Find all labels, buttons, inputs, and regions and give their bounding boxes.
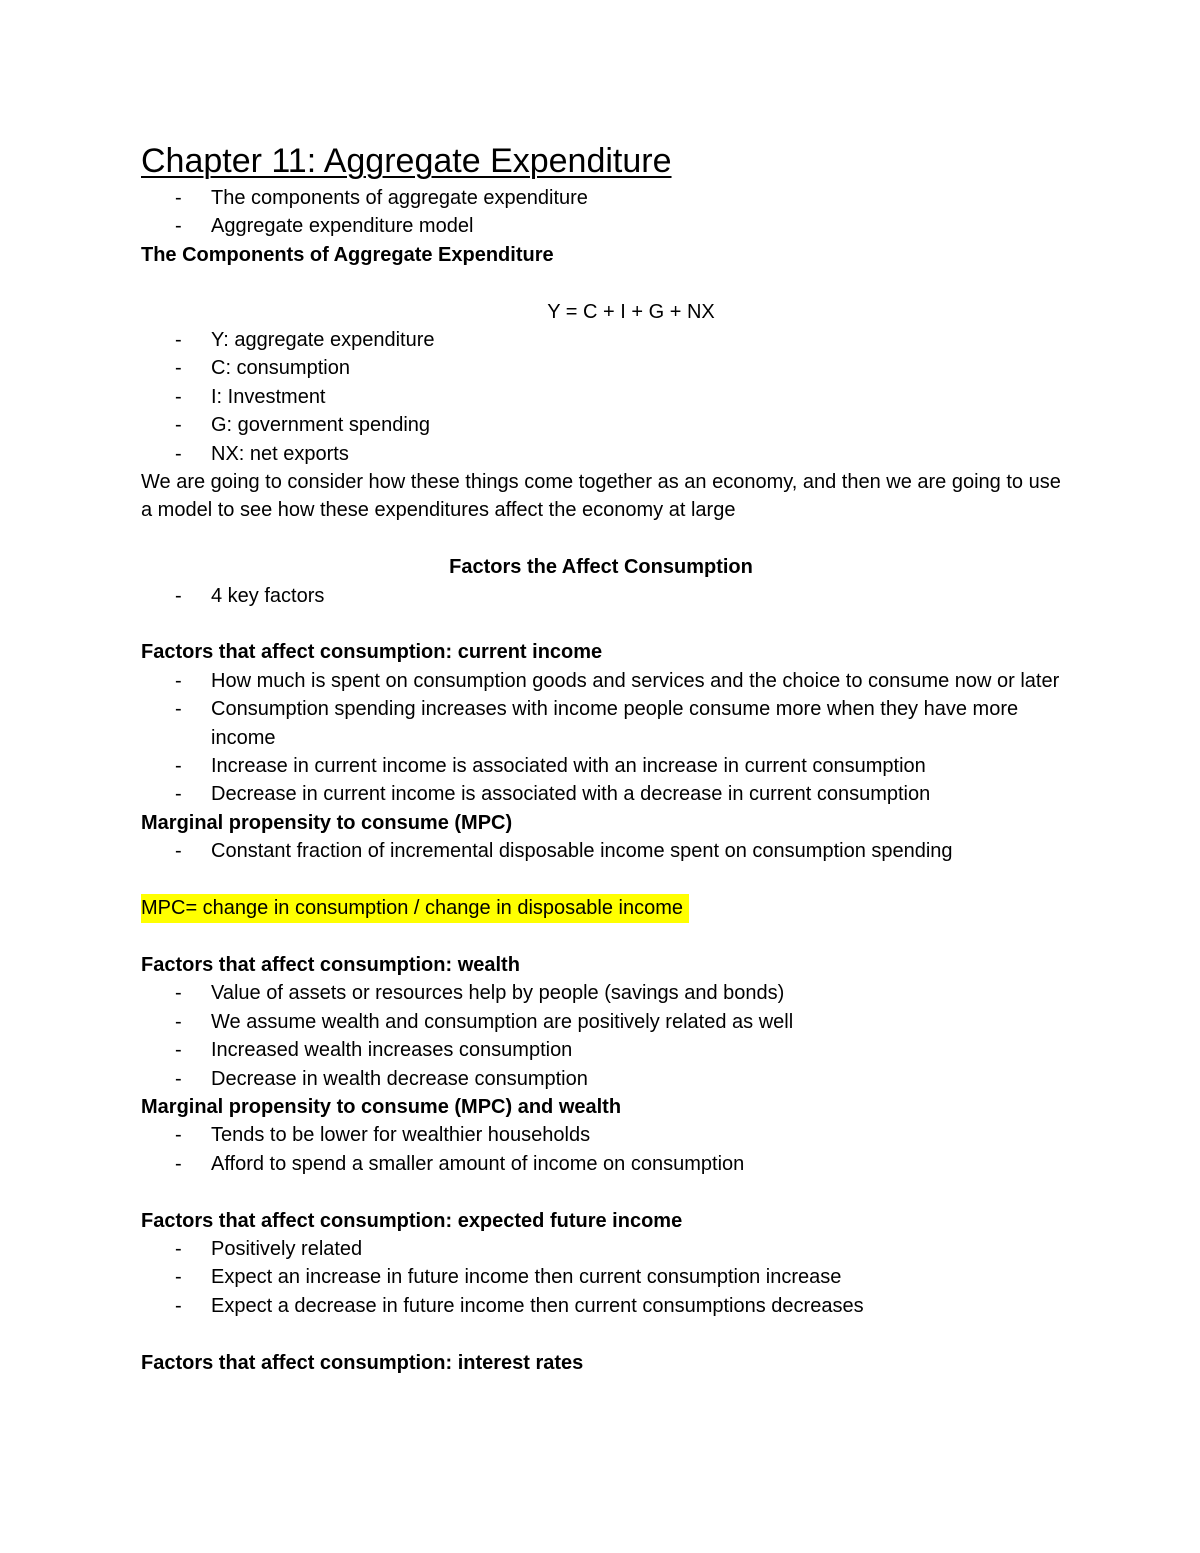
list-item: - Increased wealth increases consumption — [175, 1039, 573, 1062]
list-item: - Decrease in wealth decrease consumption — [175, 1067, 588, 1090]
list-item: - Consumption spending increases with income people consume more when they have more income — [175, 698, 1019, 749]
list-item: - Constant fraction of incremental disposable income spent on consumption spending — [175, 840, 953, 863]
components-formula: Y = C + I + G + NX — [547, 300, 715, 323]
list-item: - Aggregate expenditure model — [175, 215, 474, 238]
components-heading: The Components of Aggregate Expenditure — [141, 243, 554, 266]
wealth-heading: Factors that affect consumption: wealth — [141, 953, 520, 976]
current-income-list — [141, 667, 1061, 809]
mpc-formula-line — [141, 894, 1061, 922]
components-list — [141, 326, 1061, 468]
mpc-formula-highlight: MPC= change in consumption / change in disposable income — [141, 894, 689, 922]
list-item: - Tends to be lower for wealthier households — [175, 1124, 591, 1147]
list-item: - Positively related — [175, 1237, 363, 1260]
list-item: - Increase in current income is associated with an increase in current consumption — [175, 755, 926, 778]
mpc-heading: Marginal propensity to consume (MPC) — [141, 811, 513, 834]
current-income-heading: Factors that affect consumption: current income — [141, 641, 603, 664]
components-paragraph: We are going to consider how these things come together as an economy, and then we are going to use a model to see how these expenditures affect the economy at large — [141, 471, 1061, 522]
list-item: - G: government spending — [175, 414, 431, 437]
document-content — [141, 138, 1061, 1377]
list-item: - 4 key factors — [175, 584, 325, 607]
list-item: - Afford to spend a smaller amount of income on consumption — [175, 1152, 745, 1175]
list-item: - C: consumption — [175, 357, 350, 380]
mpc-wealth-list — [141, 1121, 1061, 1178]
list-item: - How much is spent on consumption goods and services and the choice to consume now or later — [175, 669, 1060, 692]
future-income-heading: Factors that affect consumption: expected future income — [141, 1209, 683, 1232]
list-item: - Value of assets or resources help by people (savings and bonds) — [175, 982, 785, 1005]
intro-list — [141, 184, 1061, 241]
page-title: Chapter 11: Aggregate Expenditure — [141, 142, 672, 180]
future-income-list — [141, 1235, 1061, 1320]
interest-rates-heading: Factors that affect consumption: interest rates — [141, 1351, 584, 1374]
factors-heading: Factors the Affect Consumption — [449, 556, 753, 579]
wealth-list — [141, 979, 1061, 1093]
factors-list — [141, 582, 1061, 610]
mpc-list — [141, 837, 1061, 865]
list-item: - NX: net exports — [175, 442, 349, 465]
list-item: - Expect an increase in future income then current consumption increase — [175, 1266, 842, 1289]
mpc-wealth-heading: Marginal propensity to consume (MPC) and wealth — [141, 1095, 622, 1118]
list-item: - Decrease in current income is associated with a decrease in current consumption — [175, 783, 931, 806]
list-item: - We assume wealth and consumption are positively related as well — [175, 1010, 794, 1033]
list-item: - The components of aggregate expenditure — [175, 187, 588, 209]
list-item: - Expect a decrease in future income then current consumptions decreases — [175, 1294, 864, 1317]
list-item: - I: Investment — [175, 385, 326, 408]
list-item: - Y: aggregate expenditure — [175, 329, 435, 352]
